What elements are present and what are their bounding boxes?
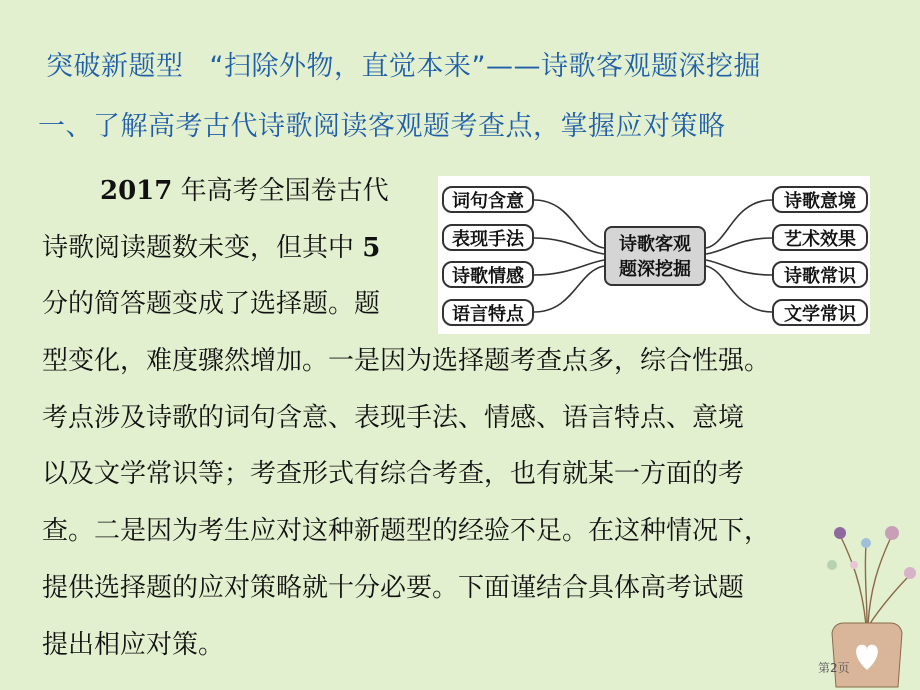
section-heading: 一、了解高考古代诗歌阅读客观题考查点，掌握应对策略 (38, 111, 726, 142)
title-part2: “扫除外物，直觉本来”——诗歌客观题深挖掘 (209, 51, 761, 82)
center-node (604, 226, 706, 286)
mind-map-diagram (438, 176, 870, 334)
node-biao-xian-shou-fa: 表现手法 (442, 224, 534, 251)
page-number: 第2页 (818, 661, 850, 675)
paragraph-line-8: 提供选择题的应对策略就十分必要。下面谨结合具体高考试题 (42, 573, 745, 603)
node-ci-ju-han-yi: 词句含意 (442, 186, 534, 213)
paragraph-line-3: 分的简答题变成了选择题。题 (42, 289, 381, 319)
paragraph-line-2: 诗歌阅读题数未变，但其中 5 (42, 233, 381, 263)
node-shi-ge-chang-shi: 诗歌常识 (772, 261, 868, 288)
center-node-line1: 诗歌客观 (619, 234, 691, 255)
paragraph-line-1: 2017 年高考全国卷古代 (100, 176, 389, 206)
paragraph-line-5: 考点涉及诗歌的词句含意、表现手法、情感、语言特点、意境 (42, 403, 745, 433)
node-wen-xue-chang-shi: 文学常识 (772, 299, 868, 326)
paragraph-line-4: 型变化，难度骤然增加。一是因为选择题考查点多，综合性强。 (42, 346, 771, 376)
node-shi-ge-yi-jing: 诗歌意境 (772, 186, 868, 213)
title-part1: 突破新题型 (46, 51, 184, 82)
paragraph-line-6: 以及文学常识等；考查形式有综合考查，也有就某一方面的考 (42, 459, 745, 489)
node-yu-yan-te-dian: 语言特点 (442, 299, 534, 326)
paragraph-line-7: 查。二是因为考生应对这种新题型的经验不足。在这种情况下， (42, 516, 771, 546)
score-number: 5 (362, 233, 381, 263)
node-yi-shu-xiao-guo: 艺术效果 (772, 224, 868, 251)
node-shi-ge-qing-gan: 诗歌情感 (442, 261, 534, 288)
paragraph-line-9: 提出相应对策。 (42, 630, 225, 660)
year-number: 2017 (100, 176, 173, 206)
center-node-line2: 题深挖掘 (619, 259, 691, 280)
slide-title (46, 44, 761, 83)
